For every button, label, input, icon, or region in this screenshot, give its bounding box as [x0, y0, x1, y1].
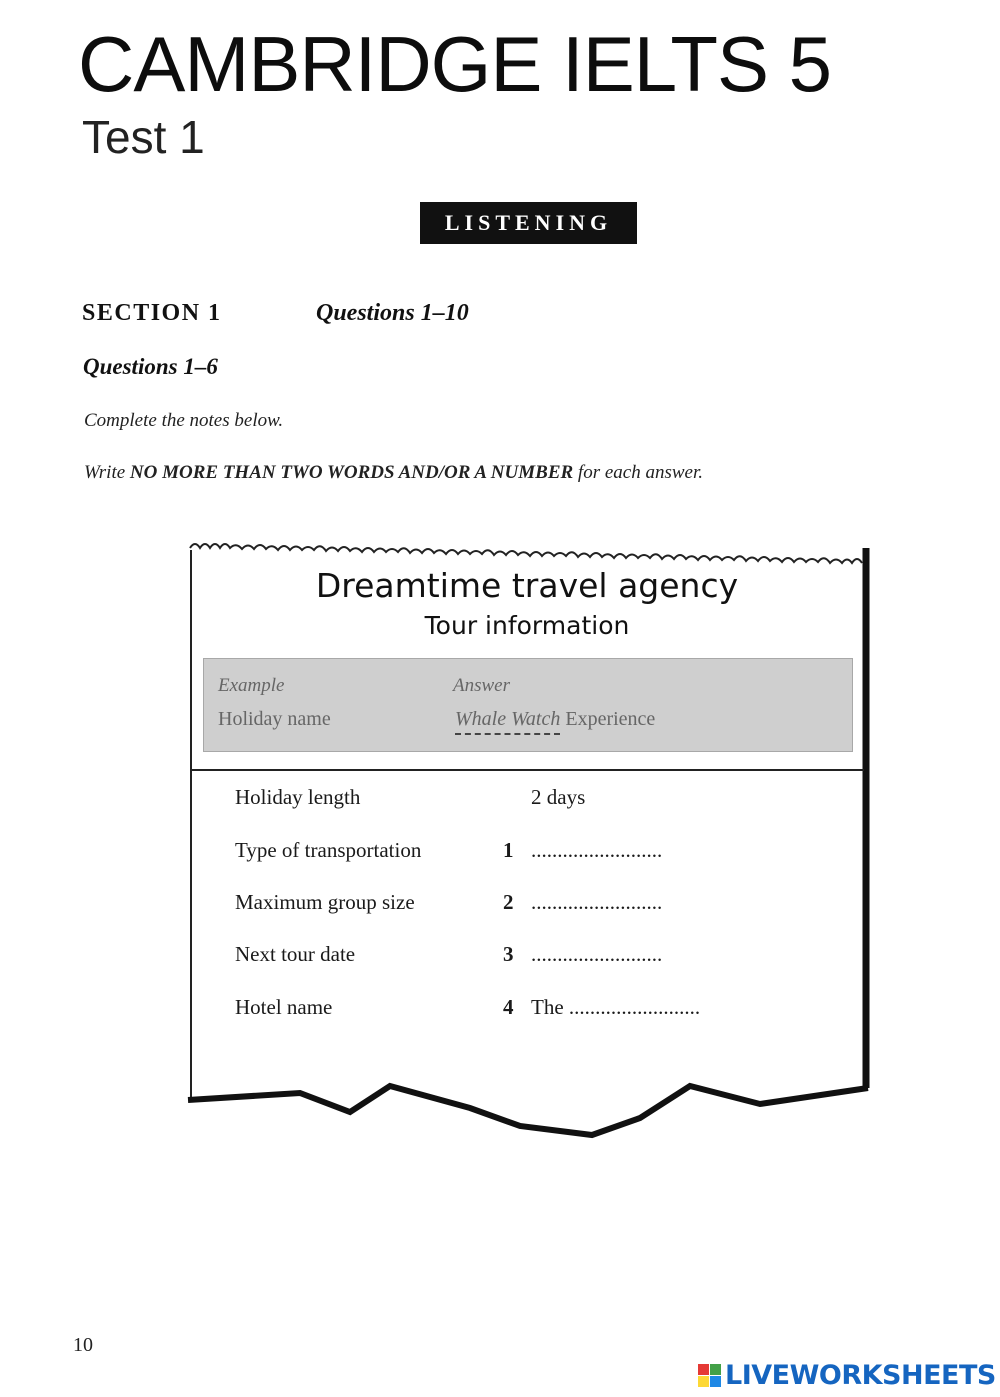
page-number: 10 — [73, 1334, 93, 1356]
logo-text: LIVEWORKSHEETS — [725, 1360, 996, 1391]
instruction-suffix: for each answer. — [573, 462, 703, 483]
answer-blank-2[interactable]: ......................... — [531, 890, 663, 914]
example-answer-rest: Experience — [560, 708, 656, 730]
subsection-heading: Questions 1–6 — [83, 354, 218, 379]
notes-title: Dreamtime travel agency — [315, 566, 739, 605]
row-label-group-size: Maximum group size — [235, 890, 415, 914]
row-label-transportation: Type of transportation — [235, 838, 422, 862]
listening-badge: LISTENING — [420, 202, 637, 244]
questions-range: Questions 1–10 — [316, 300, 469, 326]
section-label: SECTION 1 — [82, 300, 222, 326]
instruction-bold: NO MORE THAN TWO WORDS AND/OR A NUMBER — [129, 462, 574, 483]
divider — [192, 769, 864, 771]
question-number-3: 3 — [503, 942, 514, 966]
answer-label: Answer — [453, 675, 510, 696]
answer-blank-1[interactable]: ......................... — [531, 838, 663, 862]
answer-blank-4[interactable]: The ......................... — [531, 995, 701, 1019]
question-number-1: 1 — [503, 838, 514, 862]
liveworksheets-logo[interactable] — [698, 1360, 996, 1391]
notes-subtitle: Tour information — [424, 611, 630, 640]
row-label-tour-date: Next tour date — [235, 942, 356, 966]
logo-mark-icon — [698, 1364, 721, 1387]
example-label: Example — [218, 675, 285, 696]
instruction-complete: Complete the notes below. — [84, 410, 284, 431]
question-number-4: 4 — [503, 995, 514, 1019]
row-value-holiday-length: 2 days — [531, 785, 586, 809]
instruction-prefix: Write — [84, 462, 130, 483]
row-label-hotel-name: Hotel name — [235, 995, 333, 1019]
question-number-2: 2 — [503, 890, 514, 914]
row-label-holiday-length: Holiday length — [235, 785, 361, 809]
example-answer-italic: Whale Watch — [455, 708, 560, 735]
example-box — [203, 658, 853, 752]
logo-square-4 — [710, 1376, 721, 1387]
logo-square-3 — [698, 1376, 709, 1387]
logo-square-2 — [710, 1364, 721, 1375]
example-field: Holiday name — [218, 708, 331, 730]
example-answer — [455, 708, 655, 731]
page-subtitle: Test 1 — [82, 111, 205, 163]
answer-blank-3[interactable]: ......................... — [531, 942, 663, 966]
logo-square-1 — [698, 1364, 709, 1375]
page-title: CAMBRIDGE IELTS 5 — [78, 20, 832, 108]
